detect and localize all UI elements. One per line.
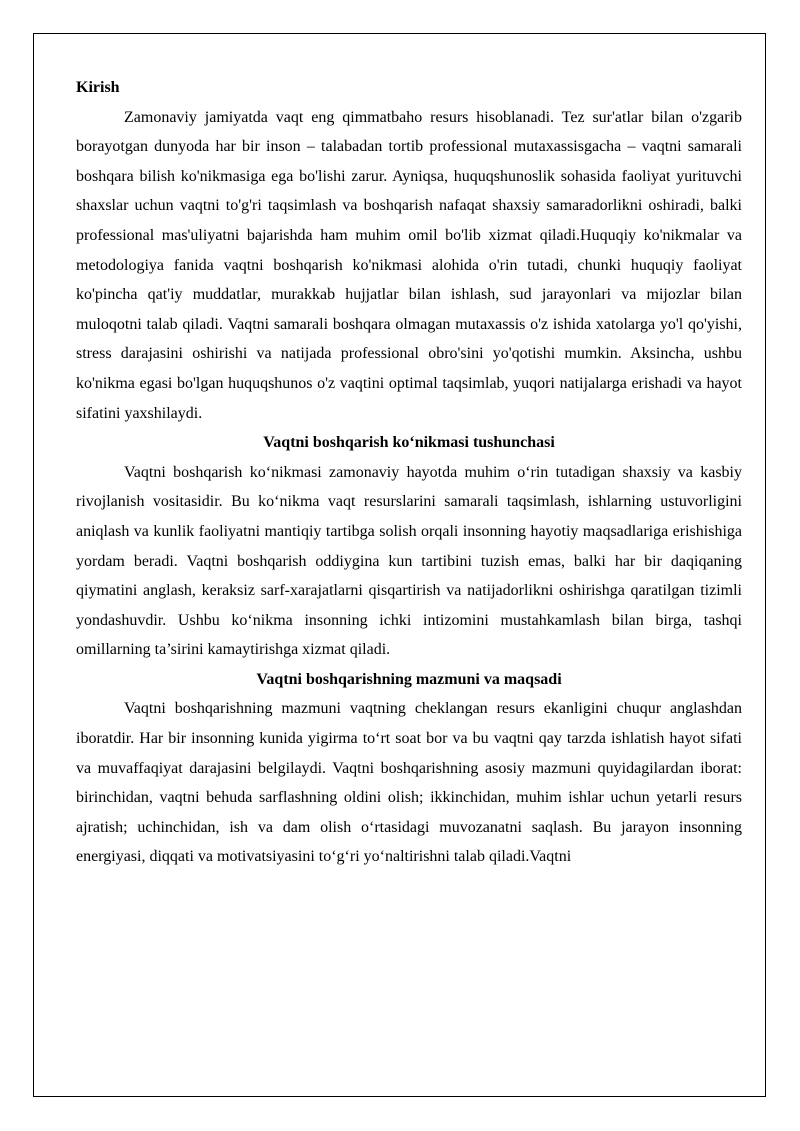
section-heading-concept: Vaqtni boshqarish ko‘nikmasi tushunchasi — [263, 434, 555, 452]
section-heading-content-purpose: Vaqtni boshqarishning mazmuni va maqsadi — [256, 670, 562, 688]
paragraph-kirish: Zamonaviy jamiyatda vaqt eng qimmatbaho resurs hisoblanadi. Tez sur'atlar bilan o'zgarib borayotgan dunyoda har bir inson – talabadan tortib professional mutaxassisgacha – vaqtni samarali boshqara bilish ko'nikmasiga ega bo'lishi zarur. Ayniqsa, huquqshunoslik sohasida faoliyat yurituvchi shaxslar uchun vaqtni to'g'ri taqsimlash va boshqarish nafaqat shaxsiy samaradorlikni oshiradi, balki professional mas'uliyatni bajarishda ham muhim omil bo'lib xizmat qiladi.Huquqiy ko'nikmalar va metodologiya fanida vaqtni boshqarish ko'nikmasi alohida o'rin tutadi, chunki huquqiy faoliyat ko'pincha qat'iy muddatlar, murakkab hujjatlar bilan ishlash, sud jarayonlari va mijozlar bilan muloqotni talab qiladi. Vaqtni samarali boshqara olmagan mutaxassis o'z ishida xatolarga yo'l qo'yishi, stress darajasini oshirishi va natijada professional obro'sini yo'qotishi mumkin. Aksincha, ushbu ko'nikma egasi bo'lgan huquqshunos o'z vaqtini optimal taqsimlab, yuqori natijalarga erishadi va hayot sifatini yaxshilaydi. — [76, 108, 742, 422]
document-body — [76, 73, 742, 872]
section-heading-kirish: Kirish — [76, 79, 120, 96]
paragraph-concept: Vaqtni boshqarish ko‘nikmasi zamonaviy hayotda muhim o‘rin tutadigan shaxsiy va kasbiy rivojlanish vositasidir. Bu ko‘nikma vaqt resurslarini samarali taqsimlash, ishlarning ustuvorligini aniqlash va kunlik faoliyatni mantiqiy tartibga solish orqali insonning hayotiy maqsadlariga erishishiga yordam beradi. Vaqtni boshqarish oddiygina kun tartibini tuzish emas, balki har bir daqiqaning qiymatini anglash, keraksiz sarf-xarajatlarni qisqartirish va natijadorlikni oshirishga qaratilgan tizimli yondashuvdir. Ushbu ko‘nikma insonning ichki intizomini mustahkamlash bilan birga, tashqi omillarning ta’sirini kamaytirishga xizmat qiladi. — [76, 463, 742, 659]
paragraph-content-purpose: Vaqtni boshqarishning mazmuni vaqtning cheklangan resurs ekanligini chuqur anglashdan iboratdir. Har bir insonning kunida yigirma to‘rt soat bor va bu vaqtni qay tarzda ishlatish hayot sifati va muvaffaqiyat darajasini belgilaydi. Vaqtni boshqarishning asosiy mazmuni quyidagilardan iborat: birinchidan, vaqtni behuda sarflashning oldini olish; ikkinchidan, muhim ishlar uchun yetarli resurs ajratish; uchinchidan, ish va dam olish o‘rtasidagi muvozanatni saqlash. Bu jarayon insonning energiyasi, diqqati va motivatsiyasini to‘g‘ri yo‘naltirishni talab qiladi.Vaqtni — [76, 700, 742, 866]
